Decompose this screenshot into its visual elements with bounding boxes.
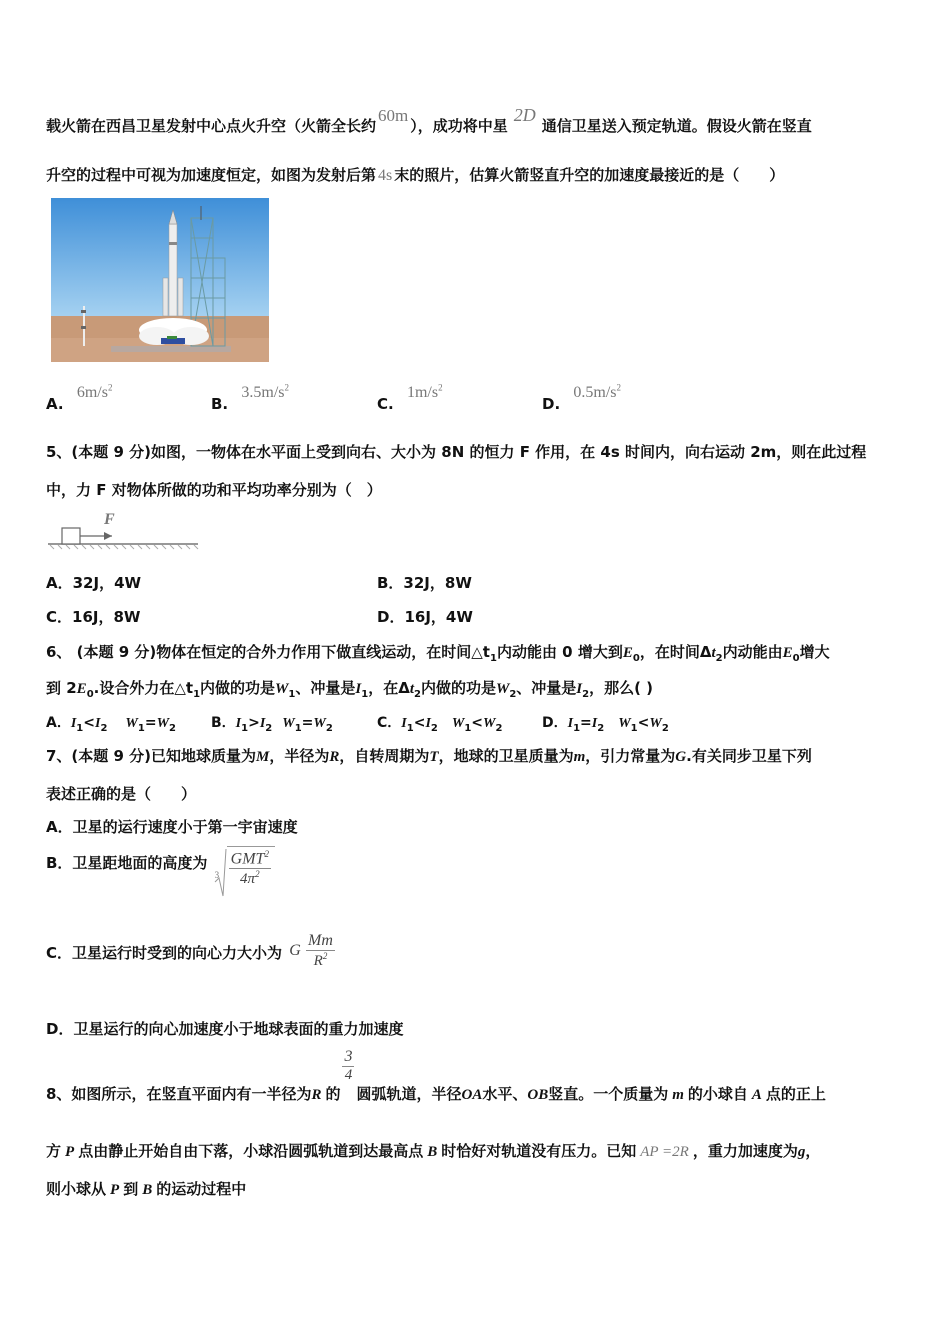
q4-option-c[interactable] [377,383,443,414]
q6-text: 内动能由 [722,643,783,661]
q8-text: 8、如图所示，在竖直平面内有一半径为 [46,1084,312,1103]
q8-text: 方 [46,1142,62,1160]
q6-var: W [275,681,289,697]
q6-text: 内做的功是 [420,679,496,697]
q6-sub: 0 [86,689,94,700]
q6-sub: 1 [193,689,201,700]
frac-numerator [229,849,271,869]
option-value-text: 1m/s [406,384,439,402]
q6-var: E [622,645,633,661]
q6-var: I [576,681,583,697]
option-label: D. [542,395,561,414]
q6-sub: 1 [406,722,414,734]
q6-option-d[interactable] [542,712,669,734]
frac-denominator [306,951,335,970]
q6-text: ，在 [368,679,399,697]
q8-text: 点由静止开始自由下落，小球沿圆弧轨道到达最高点 [78,1142,424,1160]
q7-var: G [675,749,687,765]
q7-var: R [329,749,340,765]
q6-sub: 1 [464,722,472,734]
q6-var: I [591,716,598,731]
q8-text: 点的正上 [765,1084,826,1103]
q6-sub: 1 [241,722,249,734]
option-value-text: 0.5m/s [573,384,617,402]
option-value [241,384,289,401]
q6-var: W [649,716,662,731]
q5-option-d[interactable]: D．16J，4W [377,608,473,626]
option-label: A. [46,395,64,414]
q8-text: 则小球从 [46,1180,107,1198]
q6-var: W [313,716,326,731]
q4-option-d[interactable] [542,383,622,414]
q6-delta: Δ [699,643,712,661]
option-text: B．卫星距地面的高度为 [46,853,208,872]
q6-sub: 1 [489,653,497,664]
q7-option-a[interactable]: A．卫星的运行速度小于第一宇宙速度 [46,818,298,836]
q6-var: I [355,681,362,697]
q7-var: T [429,749,439,765]
q8-text: ， [805,1142,821,1160]
q4-math-60m: 60m [378,106,409,125]
q8-var: P [110,1182,120,1198]
option-text: C．卫星运行时受到的向心力大小为 [46,943,283,962]
q6-sub: 2 [715,653,723,664]
q8-var: P [65,1144,75,1160]
q4-option-a[interactable] [46,383,113,414]
q7-option-b[interactable] [46,846,275,888]
q7-var: M [256,749,270,765]
q7-text: ，地球的卫星质量为 [438,747,574,765]
q6-var: W [451,716,465,731]
optC-G: G [289,942,301,959]
cube-root-expression [213,846,275,888]
q7-line1 [46,745,812,766]
radical-bar [227,846,275,888]
frac-numerator: 3 [344,1048,353,1065]
q8-text: 的 [325,1084,341,1103]
q6-var: t [711,645,716,661]
num-exp: 2 [264,849,269,859]
q6-text: ，在时间 [639,643,700,661]
q4-text: 载火箭在西昌卫星发射中心点火升空（火箭全长约 [46,117,377,135]
q4-math-2d: 2D [513,105,536,125]
option-label: D． [542,715,568,731]
root-index: 3 [214,870,220,880]
option-value [407,384,443,401]
q8-line1 [46,1048,826,1103]
q6-var: W [125,716,138,731]
den-exp: 2 [322,951,328,961]
q6-var: t [409,681,414,697]
q6-sub: 1 [630,722,638,734]
rocket-illustration [51,198,269,362]
q6-sub: 2 [661,722,669,734]
q6-text: 、冲量是 [516,679,577,697]
q4-text: 末的照片，估算火箭竖直升空的加速度最接近的是（ ） [394,166,785,184]
q7-option-d[interactable]: D．卫星运行的向心加速度小于地球表面的重力加速度 [46,1020,404,1038]
den-text: R [313,953,323,969]
q6-text: 增大 [799,643,830,661]
q6-sub: 1 [288,689,296,700]
q6-sub: 2 [169,722,176,734]
q6-sub: 2 [430,722,438,734]
q6-var: I [259,716,266,731]
q7-text: 7、(本题 9 分)已知地球质量为 [46,747,257,765]
q5-option-a[interactable]: A．32J，4W [46,574,142,592]
option-label: B. [211,395,229,414]
optB-fraction [229,849,271,888]
q8-var: OB [527,1086,549,1103]
q4-math-4s: 4s [378,167,393,184]
q6-var: I [401,716,407,731]
q8-text: 时恰好对轨道没有压力。已知 [441,1142,637,1160]
q8-text: 竖直。一个质量为 [548,1084,669,1103]
q6-text: 内做的功是 [200,679,276,697]
q6-var: I [70,716,77,731]
q6-op: < [83,715,95,731]
q8-var: R [311,1086,322,1103]
q8-text: 到 [123,1180,139,1198]
option-value [573,384,621,401]
q7-text: .有关同步卫星下列 [686,747,812,765]
q6-var: W [618,716,631,731]
q6-option-c[interactable] [377,712,502,734]
option-value [77,384,113,401]
q8-var: A [751,1086,762,1103]
q6-sub: 2 [413,689,421,700]
den-exp: 2 [255,869,260,880]
q7-text: ，引力常量为 [585,747,676,765]
option-value-text: 6m/s [76,384,108,402]
q8-text: 圆弧轨道，半径 [356,1084,462,1103]
q6-op: < [637,715,650,731]
q6-op: < [471,715,484,731]
q6-sub: 2 [325,722,333,734]
option-value-text: 3.5m/s [241,384,285,402]
q6-sub: 0 [632,653,640,664]
q6-var: W [483,716,496,731]
q6-op: = [144,715,157,731]
q8-line3 [46,1178,246,1199]
q8-math-ap: AP =2R [640,1144,689,1160]
option-label: C． [377,715,402,731]
q8-var: g [797,1144,806,1160]
q7-text: ，自转周期为 [339,747,430,765]
q8-text: 的运动过程中 [156,1180,247,1198]
q6-sub: 2 [509,689,517,700]
q8-text: 的小球自 [687,1084,748,1103]
q5-option-c[interactable]: C．16J，8W [46,608,141,626]
q5-line2: 中，力 F 对物体所做的功和平均功率分别为（ ） [46,481,382,499]
block-force-illustration [46,508,201,552]
option-exp: 2 [438,383,443,393]
q6-var: E [76,681,87,697]
q6-op: = [580,715,592,731]
frac-denominator: 4 [344,1067,353,1083]
q7-text: ，半径为 [269,747,330,765]
option-label: C. [377,395,394,414]
q6-delta: Δ [398,679,410,697]
q5-force-diagram [46,508,201,552]
q6-option-b[interactable] [211,712,333,734]
q6-sub: 2 [597,722,605,734]
q6-sub: 2 [265,722,273,734]
q8-var: B [427,1144,438,1160]
q6-text: ，那么( ) [589,679,654,697]
q7-var: m [573,749,586,765]
q6-var: I [235,716,242,731]
option-exp: 2 [616,383,622,393]
option-label: A． [46,715,71,731]
option-label: B． [211,715,236,731]
q8-text: 水平、 [482,1084,528,1103]
q6-var: W [495,681,510,697]
num-text: GMT [230,850,265,868]
rocket-launch-photo [51,198,269,362]
q6-text: 内动能由 0 增大到 [496,643,623,661]
option-exp: 2 [107,383,113,393]
q4-option-b[interactable] [211,383,289,414]
q6-var: I [95,716,101,731]
frac-denominator [229,869,271,888]
q6-text: 、冲量是 [295,679,356,697]
q5-line1: 5、(本题 9 分)如图，一物体在水平面上受到向右、大小为 8N 的恒力 F 作用，在 4s 时间内，向右运动 2m，则在此过程 [46,443,867,461]
q7-line2: 表述正确的是（ ） [46,785,197,803]
force-label: F [104,511,115,528]
q5-option-b[interactable]: B．32J，8W [377,574,472,592]
q6-sub: 1 [294,722,302,734]
q4-line1 [46,105,812,136]
q6-var: W [156,716,170,731]
q6-sub: 2 [582,689,590,700]
q6-op: > [248,715,260,731]
q6-sub: 2 [495,722,503,734]
q6-sub: 1 [573,722,581,734]
q7-option-c[interactable] [46,932,335,970]
q4-text: 通信卫星送入预定轨道。假设火箭在竖直 [541,117,812,135]
three-quarter-fraction [342,1048,354,1084]
q4-line2 [46,164,784,185]
q8-var: B [142,1182,153,1198]
den-text: 4π [240,871,256,888]
q6-text: 6、 (本题 9 分)物体在恒定的合外力作用下做直线运动，在时间△t [46,643,490,661]
optC-fraction [306,932,335,970]
q8-var: m [672,1086,684,1103]
q6-sub: 0 [792,653,800,664]
q6-var: E [782,645,793,661]
option-exp: 2 [284,383,289,393]
q6-var: I [425,716,431,731]
q6-sub: 1 [137,722,145,734]
q4-text: 升空的过程中可视为加速度恒定，如图为发射后第 [46,166,377,184]
q6-option-a[interactable] [46,712,176,734]
q6-sub: 1 [361,689,369,700]
q6-sub: 1 [76,722,84,734]
radical-sign [213,848,227,898]
q6-sub: 2 [100,722,108,734]
q6-line2 [46,677,653,700]
q6-text: 到 2 [46,679,77,697]
q8-line2 [46,1140,820,1161]
q6-op: = [301,715,314,731]
q6-var: W [282,716,295,731]
q8-text: ，重力加速度为 [692,1142,798,1160]
q8-var: OA [461,1086,483,1103]
q4-text: ），成功将中星 [410,117,508,135]
q6-line1 [46,641,830,664]
q6-text: .设合外力在△t [93,679,194,697]
q6-var: I [567,716,574,731]
q6-op: < [413,715,426,731]
frac-numerator: Mm [308,932,333,949]
